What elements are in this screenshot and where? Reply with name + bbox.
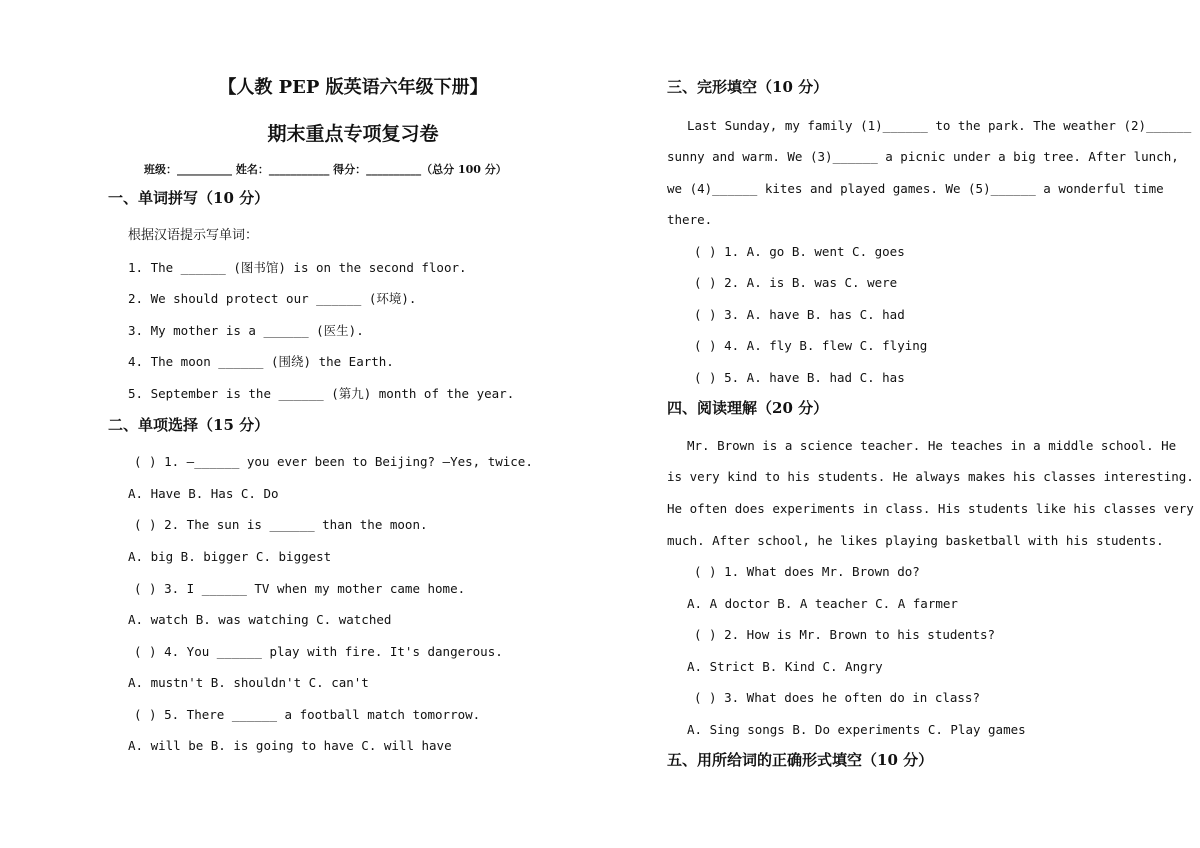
section-4-heading: 四、阅读理解（20 分）	[667, 399, 829, 417]
cloze-passage-line-4: there.	[667, 212, 713, 227]
section-5-heading: 五、用所给词的正确形式填空（10 分）	[667, 751, 934, 769]
cloze-option-3: ( ) 3. A. have B. has C. had	[694, 307, 905, 322]
choice-options-2: A. big B. bigger C. biggest	[128, 549, 332, 564]
cloze-option-1: ( ) 1. A. go B. went C. goes	[694, 244, 905, 259]
choice-options-1: A. Have B. Has C. Do	[128, 486, 279, 501]
cloze-passage-line-1: Last Sunday, my family (1)______ to the park. The weather (2)______	[687, 118, 1192, 133]
spelling-item-4: 4. The moon ______ (围绕) the Earth.	[128, 354, 394, 369]
cloze-option-2: ( ) 2. A. is B. was C. were	[694, 275, 898, 290]
choice-question-2: ( ) 2. The sun is ______ than the moon.	[134, 517, 428, 532]
reading-passage-line-3: He often does experiments in class. His students like his classes very	[667, 501, 1194, 516]
cloze-passage-line-3: we (4)______ kites and played games. We (5)______ a wonderful time	[667, 181, 1164, 196]
choice-options-5: A. will be B. is going to have C. will have	[128, 738, 452, 753]
spelling-item-2: 2. We should protect our ______ (环境).	[128, 291, 417, 306]
reading-options-3: A. Sing songs B. Do experiments C. Play games	[687, 722, 1026, 737]
document-title: 【人教 PEP 版英语六年级下册】	[218, 77, 488, 98]
choice-options-4: A. mustn't B. shouldn't C. can't	[128, 675, 369, 690]
reading-question-3: ( ) 3. What does he often do in class?	[694, 690, 980, 705]
section-1-instruction: 根据汉语提示写单词：	[128, 228, 259, 243]
cloze-option-5: ( ) 5. A. have B. had C. has	[694, 370, 905, 385]
reading-question-1: ( ) 1. What does Mr. Brown do?	[694, 564, 920, 579]
reading-passage-line-4: much. After school, he likes playing basketball with his students.	[667, 533, 1164, 548]
reading-passage-line-2: is very kind to his students. He always makes his classes interesting.	[667, 469, 1194, 484]
reading-options-2: A. Strict B. Kind C. Angry	[687, 659, 883, 674]
choice-question-3: ( ) 3. I ______ TV when my mother came home.	[134, 581, 466, 596]
document-subtitle: 期末重点专项复习卷	[267, 123, 439, 145]
section-2-heading: 二、单项选择（15 分）	[108, 416, 270, 434]
section-1-heading: 一、单词拼写（10 分）	[108, 189, 270, 207]
reading-question-2: ( ) 2. How is Mr. Brown to his students?	[694, 627, 996, 642]
reading-options-1: A. A doctor B. A teacher C. A farmer	[687, 596, 958, 611]
reading-passage-line-1: Mr. Brown is a science teacher. He teaches in a middle school. He	[687, 438, 1177, 453]
spelling-item-1: 1. The ______ (图书馆) is on the second floor.	[128, 260, 467, 275]
choice-question-5: ( ) 5. There ______ a football match tomorrow.	[134, 707, 481, 722]
student-info-line: 班级：__________ 姓名：___________ 得分：__________（总分 100 分）	[144, 163, 507, 176]
cloze-option-4: ( ) 4. A. fly B. flew C. flying	[694, 338, 928, 353]
choice-options-3: A. watch B. was watching C. watched	[128, 612, 392, 627]
choice-question-4: ( ) 4. You ______ play with fire. It's dangerous.	[134, 644, 503, 659]
spelling-item-3: 3. My mother is a ______ (医生).	[128, 323, 364, 338]
section-3-heading: 三、完形填空（10 分）	[667, 78, 829, 96]
spelling-item-5: 5. September is the ______ (第九) month of the year.	[128, 386, 515, 401]
cloze-passage-line-2: sunny and warm. We (3)______ a picnic under a big tree. After lunch,	[667, 149, 1179, 164]
choice-question-1: ( ) 1. —______ you ever been to Beijing? —Yes, twice.	[134, 454, 533, 469]
